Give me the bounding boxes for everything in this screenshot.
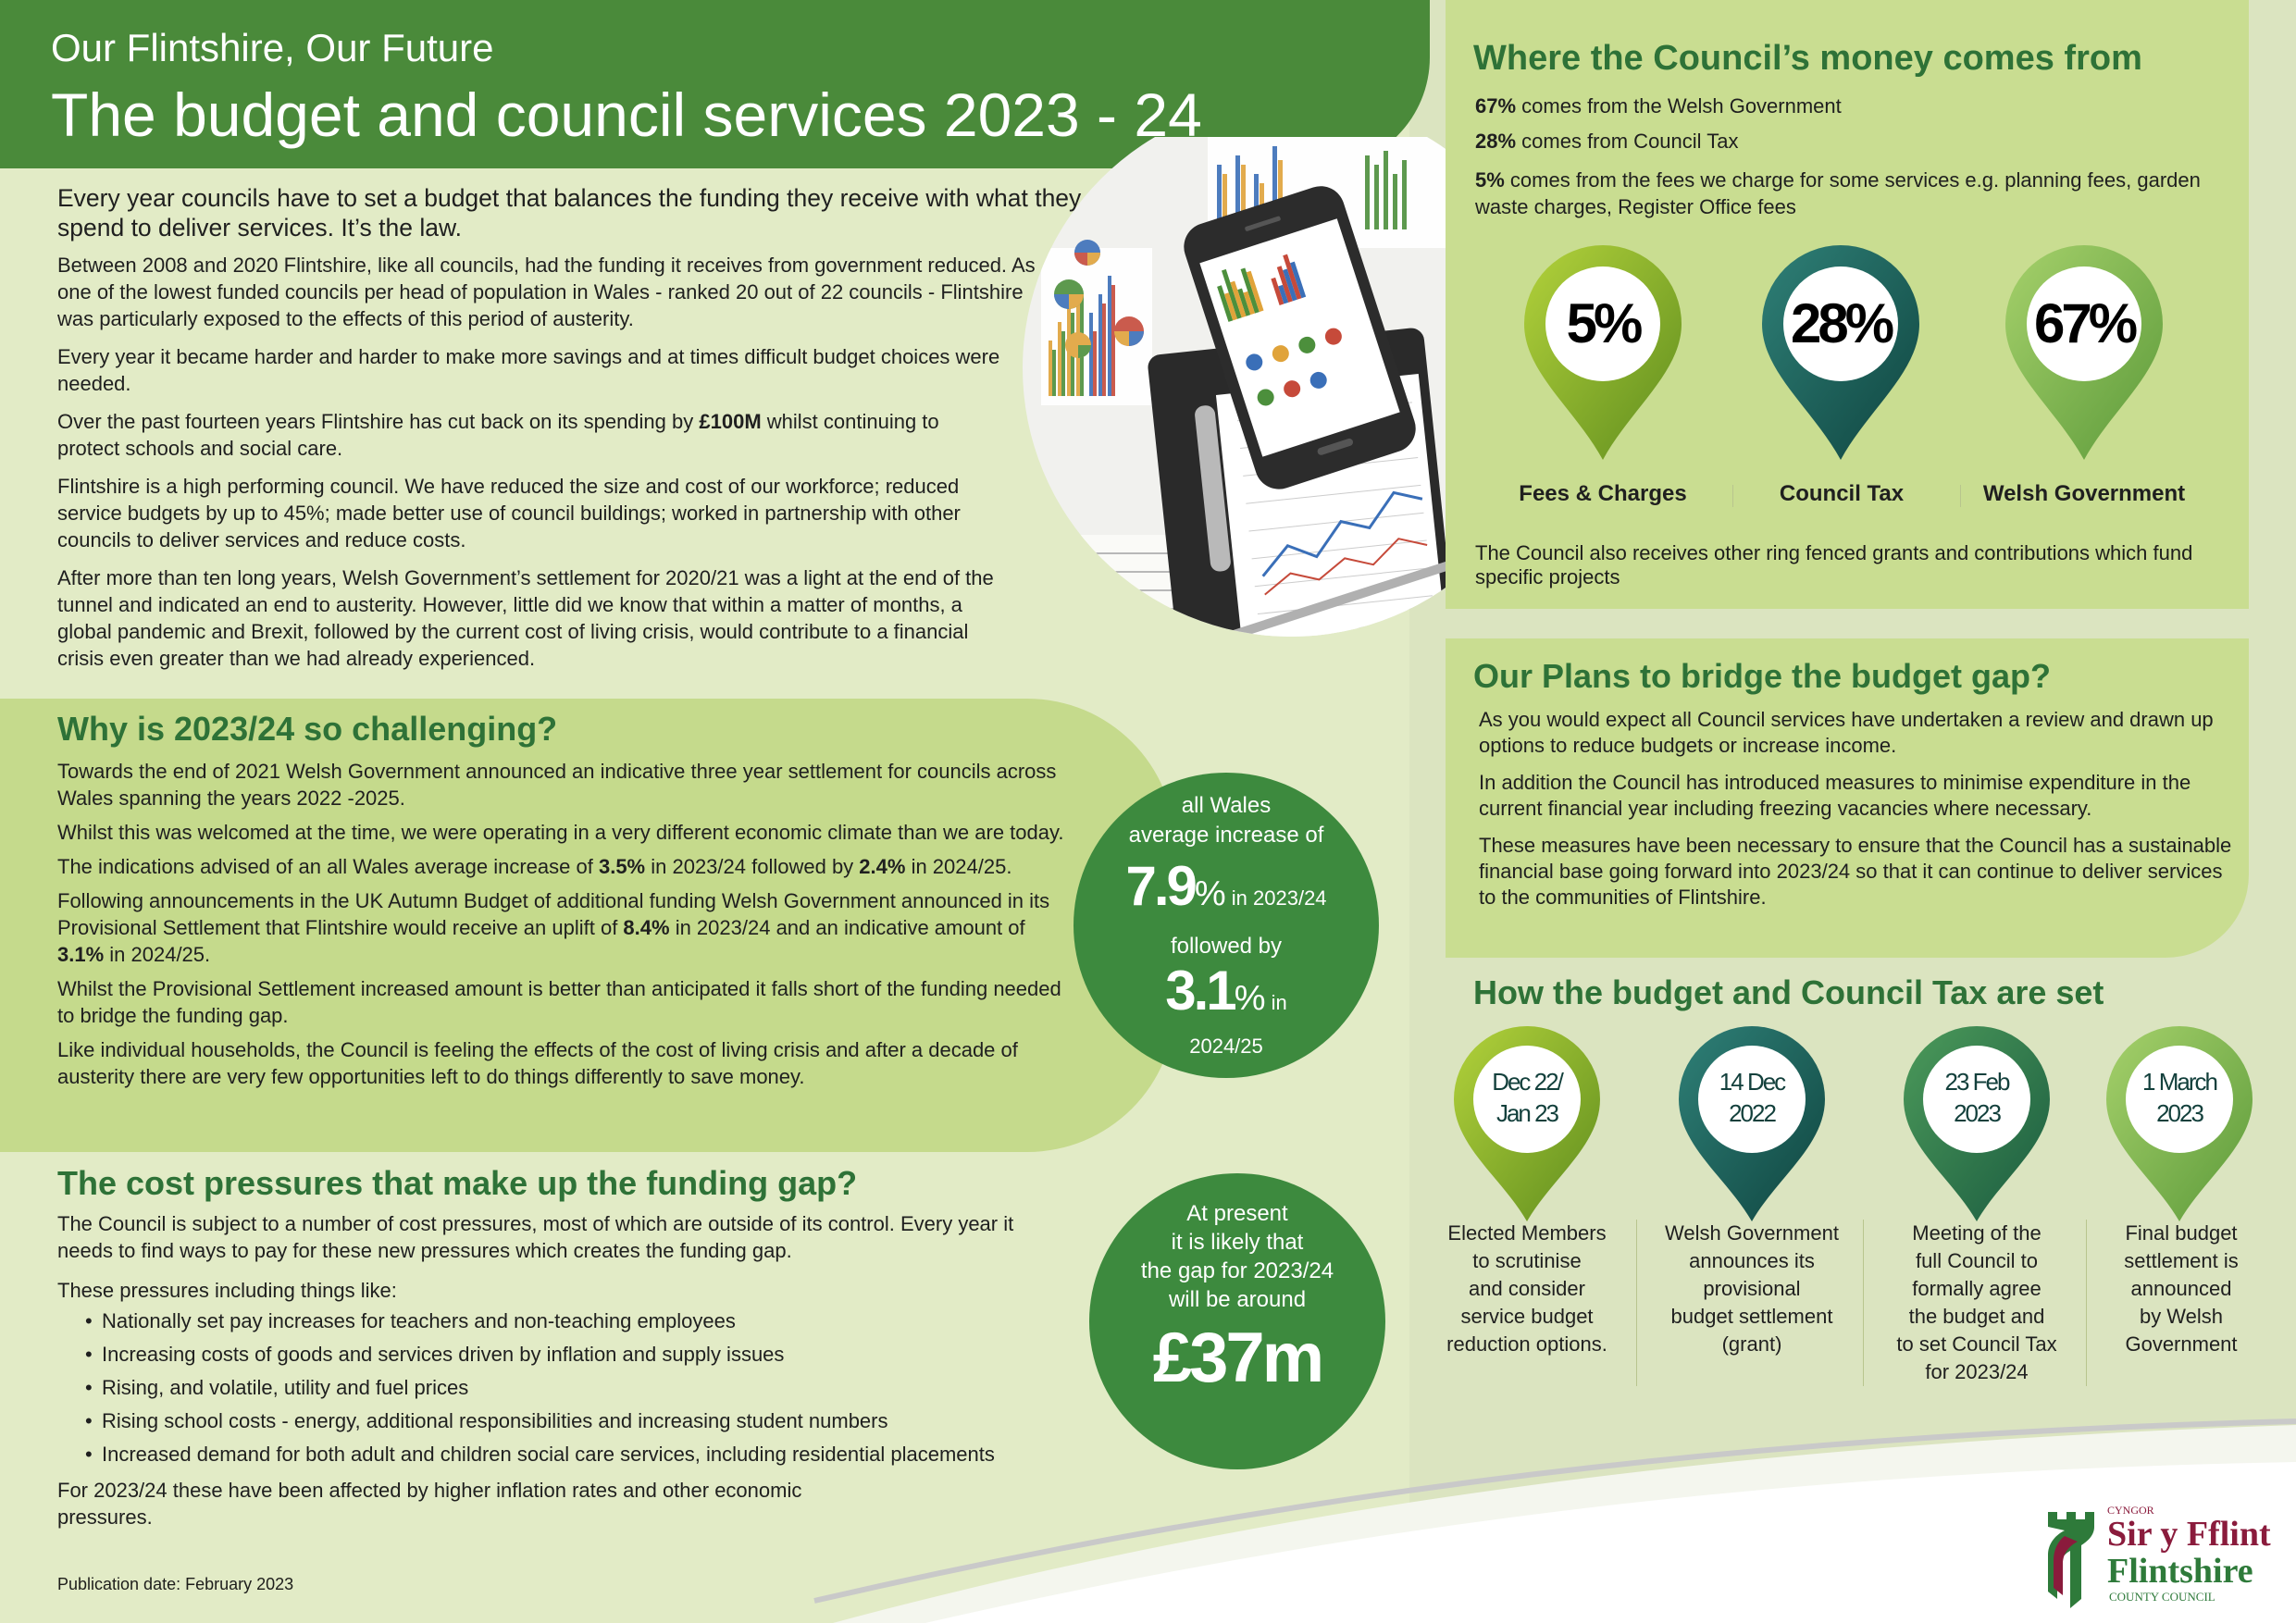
- why-body: [57, 758, 1066, 1097]
- divider: [1636, 1220, 1637, 1386]
- gap-circle-line3: the gap for 2023/24: [1140, 1258, 1334, 1283]
- why-paragraph-climate: Whilst this was welcomed at the time, we were operating in a very different economic climate than we are today.: [57, 821, 1064, 844]
- why-challenging-section: [0, 699, 1175, 1152]
- wales-circle-first-figure: 7.9% in 2023/24: [1125, 855, 1327, 917]
- header-kicker: Our Flintshire, Our Future: [51, 26, 494, 69]
- intro-paragraph-performance: Flintshire is a high performing council. We have reduced the size and cost of our workforce; reduced service budgets by up to 45%; made better use of council buildings; worked in partnership with other councils to deliver services and reduce costs.: [57, 475, 961, 551]
- gap-circle-line2: it is likely that: [1171, 1230, 1304, 1255]
- why-heading: Why is 2023/24 so challenging?: [57, 710, 558, 748]
- wales-circle-followed: followed by: [1170, 934, 1283, 959]
- wales-circle-second-figure: 3.1% in: [1165, 960, 1287, 1022]
- date-pin-23-feb-label: 23 Feb 2023: [1944, 1068, 2009, 1127]
- welsh-gov-pin-icon: [2001, 242, 2167, 465]
- costs-heading: The cost pressures that make up the funding gap?: [57, 1164, 858, 1202]
- why-paragraph-settlement: Towards the end of 2021 Welsh Government announced an indicative three year settlement for councils across Wales spanning the years 2022 -2025.: [57, 760, 1057, 810]
- council-tax-pin-value: 28%: [1790, 292, 1892, 354]
- costs-paragraph-list-intro: These pressures including things like:: [57, 1279, 397, 1302]
- cost-pressure-item: • Rising, and volatile, utility and fuel prices: [57, 1374, 1140, 1401]
- howset-heading: How the budget and Council Tax are set: [1473, 973, 2104, 1011]
- money-line-welsh-gov: 67% comes from the Welsh Government: [1475, 94, 1842, 118]
- money-heading: Where the Council’s money comes from: [1473, 39, 2142, 78]
- divider: [2086, 1220, 2087, 1386]
- logo-welsh-name: Sir y Fflint: [2107, 1515, 2271, 1554]
- intro-section: [57, 183, 1085, 683]
- money-source-panel: [1446, 0, 2249, 609]
- logo-english-name: Flintshire: [2107, 1552, 2253, 1591]
- step-desc-provisional: Welsh Government announces its provisional budget settlement (grant): [1665, 1221, 1839, 1356]
- step-desc-agree: Meeting of the full Council to formally agree the budget and to set Council Tax for 2023/24: [1896, 1221, 2057, 1383]
- divider: [1960, 485, 1961, 507]
- cost-pressure-item: • Increasing costs of goods and services driven by inflation and supply issues: [57, 1341, 1140, 1368]
- wales-average-circle: [1074, 773, 1379, 1078]
- council-tax-label: Council Tax: [1779, 481, 1905, 506]
- why-paragraph-provisional: Following announcements in the UK Autumn Budget of additional funding Welsh Government announced in its Provisional Settlement that Flintshire would receive an uplift of 8.4% in 2023/24 and an indicative amount of 3.1% in 2024/25.: [57, 889, 1050, 966]
- gap-amount: £37m: [1152, 1319, 1322, 1397]
- cost-pressure-item: • Nationally set pay increases for teachers and non-teaching employees: [57, 1307, 1140, 1334]
- intro-paragraph-austerity: Between 2008 and 2020 Flintshire, like all councils, had the funding it receives from government reduced. As one of the lowest funded councils per head of population in Wales - ranked 20 out of 22 councils - Flintshire was particularly exposed to the effects of this period of austerity.: [57, 254, 1036, 330]
- why-paragraph-shortfall: Whilst the Provisional Settlement increased amount is better than anticipated it falls short of the funding needed to bridge the funding gap.: [57, 977, 1061, 1027]
- divider: [1863, 1220, 1864, 1386]
- plans-paragraph-review: As you would expect all Council services have undertaken a review and drawn up options to reduce budgets or increase income.: [1479, 708, 2214, 757]
- plans-heading: Our Plans to bridge the budget gap?: [1473, 657, 2052, 695]
- step-desc-final: Final budget settlement is announced by Welsh Government: [2124, 1221, 2239, 1356]
- logo-county-council: COUNTY COUNCIL: [2109, 1590, 2215, 1604]
- logo-cyngor: CYNGOR: [2107, 1504, 2154, 1517]
- date-pin-14-dec-label: 14 Dec 2022: [1719, 1068, 1785, 1127]
- costs-paragraph-inflation: For 2023/24 these have been affected by higher inflation rates and other economic pressures.: [57, 1479, 802, 1529]
- wales-circle-line1: all Wales: [1181, 793, 1272, 818]
- why-paragraph-indications: The indications advised of an all Wales average increase of 3.5% in 2023/24 followed by 2.4% in 2024/25.: [57, 855, 1012, 878]
- publication-date: Publication date: February 2023: [57, 1575, 294, 1593]
- page-title: The budget and council services 2023 - 24: [51, 81, 1202, 149]
- plans-panel: [1446, 638, 2249, 958]
- fees-label: Fees & Charges: [1519, 481, 1687, 506]
- money-line-fees: 5% comes from the fees we charge for some services e.g. planning fees, garden waste charges, Register Office fees: [1475, 168, 2201, 218]
- decorative-swoosh: [0, 1388, 2296, 1623]
- intro-lead: Every year councils have to set a budget that balances the funding they receive with what they spend to deliver services. It’s the law.: [57, 184, 1082, 242]
- why-paragraph-households: Like individual households, the Council is feeling the effects of the cost of living crisis and after a decade of austerity there are very few opportunities left to do things differently to save money.: [57, 1038, 1018, 1088]
- step-desc-scrutinise: Elected Members to scrutinise and consider service budget reduction options.: [1446, 1221, 1607, 1356]
- intro-paragraph-cutback: Over the past fourteen years Flintshire has cut back on its spending by £100M whilst continuing to protect schools and social care.: [57, 410, 939, 460]
- plans-body: [1479, 707, 2238, 922]
- cost-pressure-item: • Increased demand for both adult and children social care services, including residential placements: [57, 1441, 1140, 1468]
- fees-pin-icon: [1520, 242, 1686, 465]
- money-footnote: The Council also receives other ring fenced grants and contributions which fund specific projects: [1475, 541, 2193, 588]
- costs-paragraph-intro: The Council is subject to a number of cost pressures, most of which are outside of its control. Every year it needs to find ways to pay for these new pressures which creates the funding gap.: [57, 1212, 1014, 1262]
- welsh-gov-label: Welsh Government: [1982, 481, 2186, 506]
- fees-pin-value: 5%: [1566, 292, 1640, 354]
- plans-paragraph-measures: In addition the Council has introduced measures to minimise expenditure in the current financial year including freezing vacancies where necessary.: [1479, 771, 2191, 820]
- wales-circle-line2: average increase of: [1128, 823, 1324, 848]
- intro-paragraph-pandemic: After more than ten long years, Welsh Government’s settlement for 2020/21 was a light at the end of the tunnel and indicated an end to austerity. However, little did we know that within a matter of months, a global pandemic and Brexit, followed by the current cost of living crisis, would contribute to a financial crisis even greater than we had already experienced.: [57, 566, 994, 670]
- money-line-council-tax: 28% comes from Council Tax: [1475, 130, 1739, 153]
- date-pin-dec-jan-label: Dec 22/ Jan 23: [1492, 1068, 1562, 1127]
- welsh-gov-pin-value: 67%: [2033, 292, 2135, 354]
- council-tax-pin-icon: [1757, 242, 1924, 465]
- intro-paragraph-savings: Every year it became harder and harder to make more savings and at times difficult budget choices were needed.: [57, 345, 1000, 395]
- cost-pressure-item: • Rising school costs - energy, additional responsibilities and increasing student numbers: [57, 1407, 1140, 1434]
- plans-paragraph-sustainable: These measures have been necessary to ensure that the Council has a sustainable financial base going forward into 2023/24 so that it can continue to deliver services to the communities of Flintshire.: [1479, 834, 2232, 909]
- wales-circle-year: 2024/25: [1189, 1035, 1263, 1058]
- date-pin-1-march-label: 1 March 2023: [2142, 1068, 2216, 1127]
- finance-charts-photo: [1023, 137, 1458, 692]
- gap-circle-line1: At present: [1186, 1201, 1288, 1226]
- flintshire-council-logo: [2041, 1499, 2281, 1610]
- gap-circle-line4: will be around: [1168, 1287, 1307, 1312]
